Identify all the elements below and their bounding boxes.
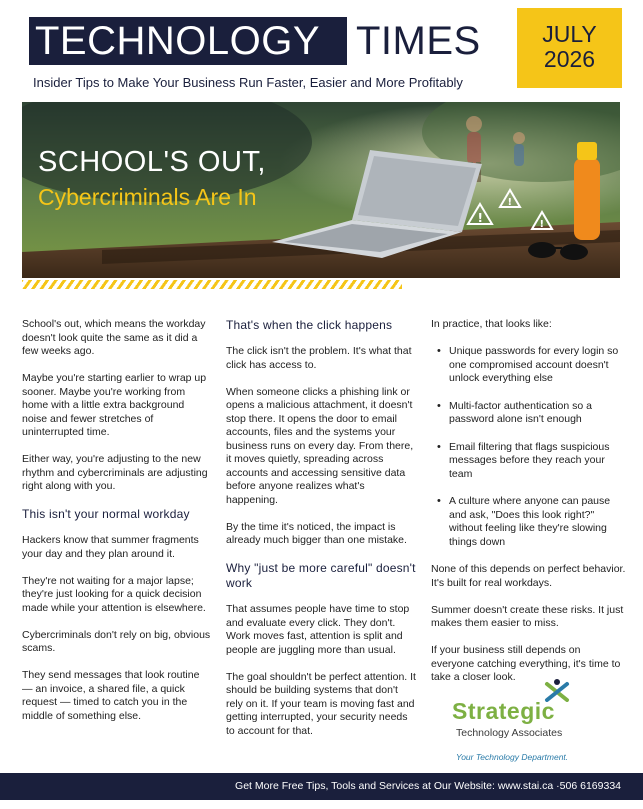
tagline: Insider Tips to Make Your Business Run Faster, Easier and More Profitably — [33, 75, 463, 90]
hero-subtitle: Cybercriminals Are In — [38, 184, 257, 210]
section-heading: This isn't your normal workday — [22, 507, 190, 521]
paragraph: If your business still depends on everyone catching everything, it's time to take a closer look. — [431, 644, 621, 683]
article-column-2 — [226, 318, 416, 752]
issue-date — [517, 8, 622, 88]
hazard-stripe — [22, 280, 402, 289]
paragraph: They send messages that look routine — an invoice, a shared file, a quick request — timed to catch you in the middle of something else. — [22, 669, 200, 722]
bullet-list — [431, 345, 626, 549]
paragraph: Cybercriminals don't rely on big, obvious scams. — [22, 628, 211, 654]
paragraph: In practice, that looks like: — [431, 318, 552, 330]
sunscreen-bottle — [574, 142, 600, 240]
title-times: TIMES — [356, 19, 481, 63]
article-column-3 — [431, 318, 626, 698]
paragraph: By the time it's noticed, the impact is already much bigger than one mistake. — [226, 520, 407, 546]
section-heading: That's when the click happens — [226, 318, 393, 332]
logo-name: Strategic — [452, 698, 555, 724]
paragraph: That assumes people have time to stop and evaluate every click. They don't. Work moves fast, attention is split and people are juggling more than usual. — [226, 603, 410, 656]
svg-text:!: ! — [477, 211, 483, 225]
list-item: • Unique passwords for every login so one compromised account doesn't unlock everything else — [431, 345, 626, 386]
paragraph: The goal shouldn't be perfect attention. It should be building systems that don't rely on it. If your team is moving fast and getting interrupted, your security needs to account for that. — [226, 670, 416, 737]
paragraph: The click isn't the problem. It's what that click has access to. — [226, 345, 412, 371]
article-column-1 — [22, 318, 212, 737]
svg-text:!: ! — [539, 219, 545, 230]
footer-text: Get More Free Tips, Tools and Services at Our Website: www.stai.ca ·506 6169334 — [235, 780, 621, 792]
list-item: • Multi-factor authentication so a password alone isn't enough — [431, 400, 626, 427]
list-item: • A culture where anyone can pause and ask, "Does this look right?" without feeling like they're slowing things down — [431, 495, 626, 549]
paragraph: When someone clicks a phishing link or opens a malicious attachment, it doesn't stop there. It opens the door to email accounts, files and the systems your business runs on every day. From there, it moves quietly, spreading across accounts and accessing sensitive data before anyone realizes what's happening. — [226, 385, 414, 506]
svg-text:!: ! — [507, 197, 513, 208]
paragraph: School's out, which means the workday doesn't look quite the same as it did a few weeks ago. — [22, 318, 206, 357]
hero-title: SCHOOL'S OUT, — [38, 146, 266, 178]
paragraph: They're not waiting for a major lapse; they're just looking for a quick decision made while your attention is elsewhere. — [22, 574, 206, 614]
title-technology: TECHNOLOGY — [29, 17, 347, 65]
section-heading: Why "just be more careful" doesn't work — [226, 561, 416, 590]
company-logo — [452, 678, 592, 764]
masthead — [0, 0, 643, 100]
paragraph: Either way, you're adjusting to the new rhythm and cybercriminals are adjusting right along with you. — [22, 453, 208, 492]
issue-month: JULY — [542, 21, 597, 47]
paragraph: Maybe you're starting earlier to wrap up sooner. Maybe you're working from home with a little extra background noise and fewer stretches of uninterrupted time. — [22, 372, 207, 438]
issue-year: 2026 — [543, 46, 596, 72]
paragraph: Hackers know that summer fragments your day and they plan around it. — [22, 534, 199, 560]
paragraph: Summer doesn't create these risks. It just makes them easier to miss. — [431, 603, 624, 629]
logo-subtitle: Technology Associates — [456, 727, 563, 739]
list-item: • Email filtering that flags suspicious messages before they reach your team — [431, 441, 626, 482]
hero-image — [22, 102, 620, 278]
footer-bar — [0, 773, 643, 800]
paragraph: None of this depends on perfect behavior. It's built for real workdays. — [431, 563, 626, 589]
logo-tagline: Your Technology Department. — [456, 752, 569, 762]
